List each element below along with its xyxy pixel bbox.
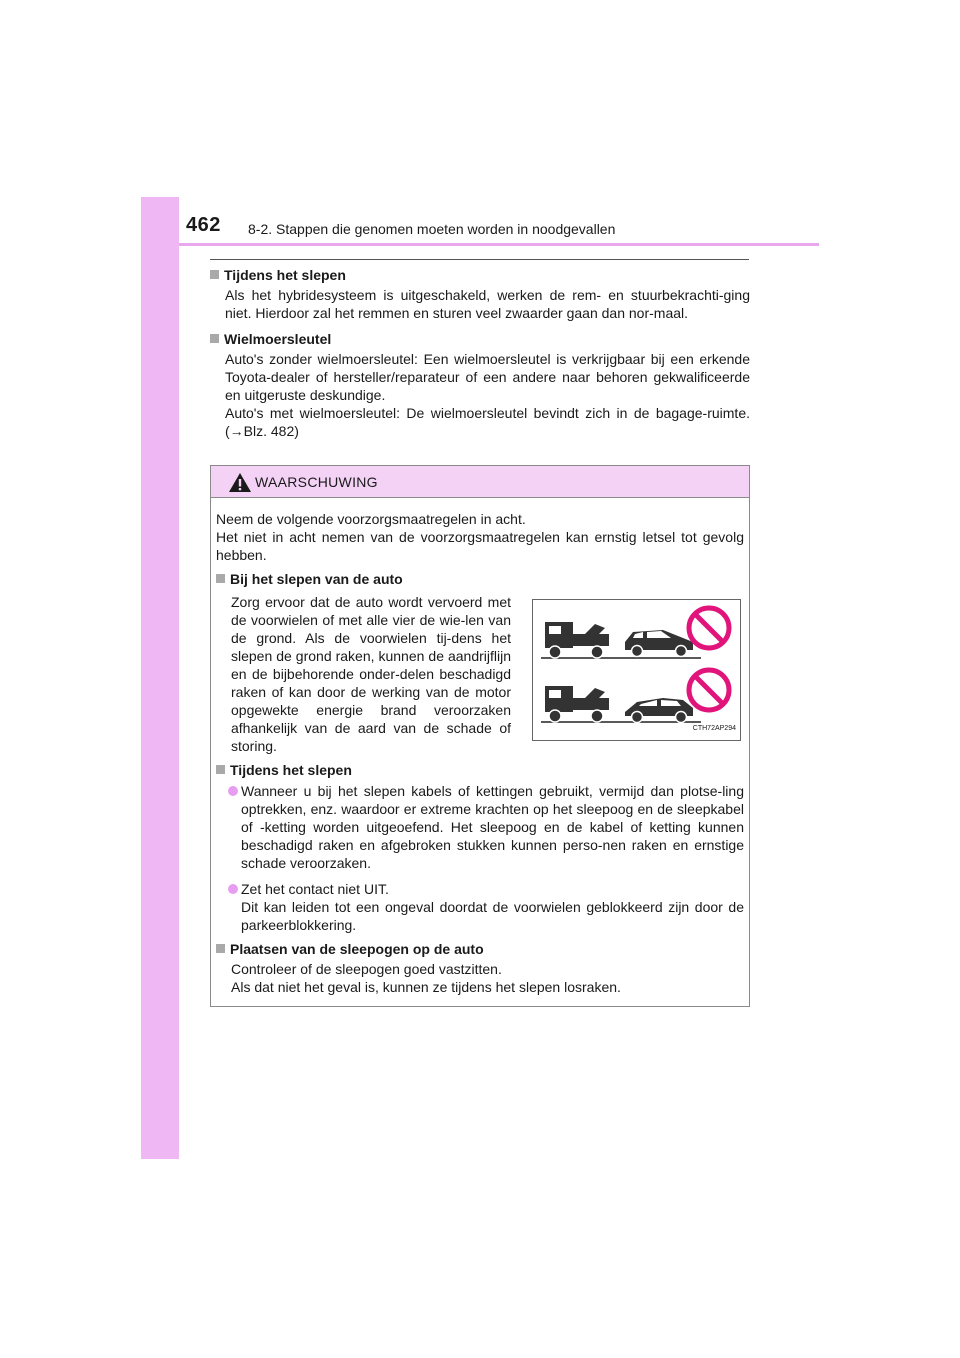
warning-intro: Neem de volgende voorzorgsmaatregelen in acht. — [216, 511, 526, 527]
square-bullet-icon — [216, 574, 225, 583]
towing-illustration — [532, 599, 741, 741]
tow-truck-illustration — [533, 600, 740, 740]
square-bullet-icon — [216, 944, 225, 953]
warning-text: Als dat niet het geval is, kunnen ze tijdens het slepen losraken. — [231, 979, 621, 995]
bullet-continuation: Dit kan leiden tot een ongeval doordat de voorwielen geblokkeerd zijn door de parkeerblokkering. — [241, 899, 744, 933]
square-bullet-icon — [210, 270, 219, 279]
warning-body — [211, 498, 749, 996]
bullet-item: Wanneer u bij het slepen kabels of kettingen gebruikt, vermijd dan plotse-ling optrekken, enz. waardoor er extreme krachten op het sleepoog en de sleepkabel of -ketting worden uitgeoefend. Het sleepoog en de kabel of ketting kunnen beschadigd raken en afgebroken stukken kunnen perso-nen raken en ernstige schade veroorzaken. — [216, 782, 744, 872]
section-heading: Tijdens het slepen — [210, 266, 750, 284]
section-text: Als het hybridesysteem is uitgeschakeld, werken de rem- en stuurbekrachti-ging niet. Hierdoor zal het remmen en sturen veel zwaarder gaan dan nor-maal. — [225, 287, 750, 321]
warning-title: WAARSCHUWING — [255, 474, 378, 490]
warning-triangle-icon — [228, 472, 252, 493]
chapter-side-tab — [141, 197, 179, 1159]
circle-bullet-icon — [228, 786, 238, 796]
circle-bullet-icon — [228, 884, 238, 894]
content-top-rule — [210, 259, 749, 260]
section-towing — [210, 266, 750, 322]
warning-box — [210, 465, 750, 1007]
header-rule — [179, 243, 819, 246]
warning-heading: Plaatsen van de sleepogen op de auto — [216, 940, 744, 958]
towing-text: Zorg ervoor dat de auto wordt vervoerd met de voorwielen of met alle vier de wie-len van de grond. Als de voorwielen tij-dens het slepen de grond raken, kunnen de aandrijflijn en de bijbehorende onder-delen beschadigd raken of kan door de werking van de motor opgewekte energie brand veroorzaken afhankelijk van de aard van de schade of storing. — [231, 594, 511, 754]
square-bullet-icon — [210, 334, 219, 343]
section-heading: Wielmoersleutel — [210, 330, 750, 348]
warning-header — [211, 466, 749, 498]
square-bullet-icon — [216, 765, 225, 774]
section-wheel-wrench — [210, 330, 750, 440]
warning-heading: Tijdens het slepen — [216, 761, 744, 779]
section-text: Auto's met wielmoersleutel: De wielmoersleutel bevindt zich in de bagage-ruimte. (→Blz. 482) — [225, 405, 750, 439]
section-header-title: 8-2. Stappen die genomen moeten worden in noodgevallen — [248, 221, 616, 237]
warning-heading: Bij het slepen van de auto — [216, 570, 744, 588]
warning-text: Controleer of de sleepogen goed vastzitten. — [231, 961, 502, 977]
figure-code: CTH72AP294 — [692, 725, 736, 732]
section-text: Auto's zonder wielmoersleutel: Een wielmoersleutel is verkrijgbaar bij een erkende Toyota-dealer of hersteller/reparateur of een andere naar behoren gekwalificeerde en uitgeruste deskundige. — [225, 351, 750, 403]
towing-row — [216, 590, 744, 755]
page-number: 462 — [186, 214, 221, 236]
warning-intro: Het niet in acht nemen van de voorzorgsmaatregelen kan ernstig letsel tot gevolg hebben. — [216, 529, 744, 563]
main-content — [210, 266, 750, 448]
bullet-item: Zet het contact niet UIT. — [216, 880, 744, 898]
